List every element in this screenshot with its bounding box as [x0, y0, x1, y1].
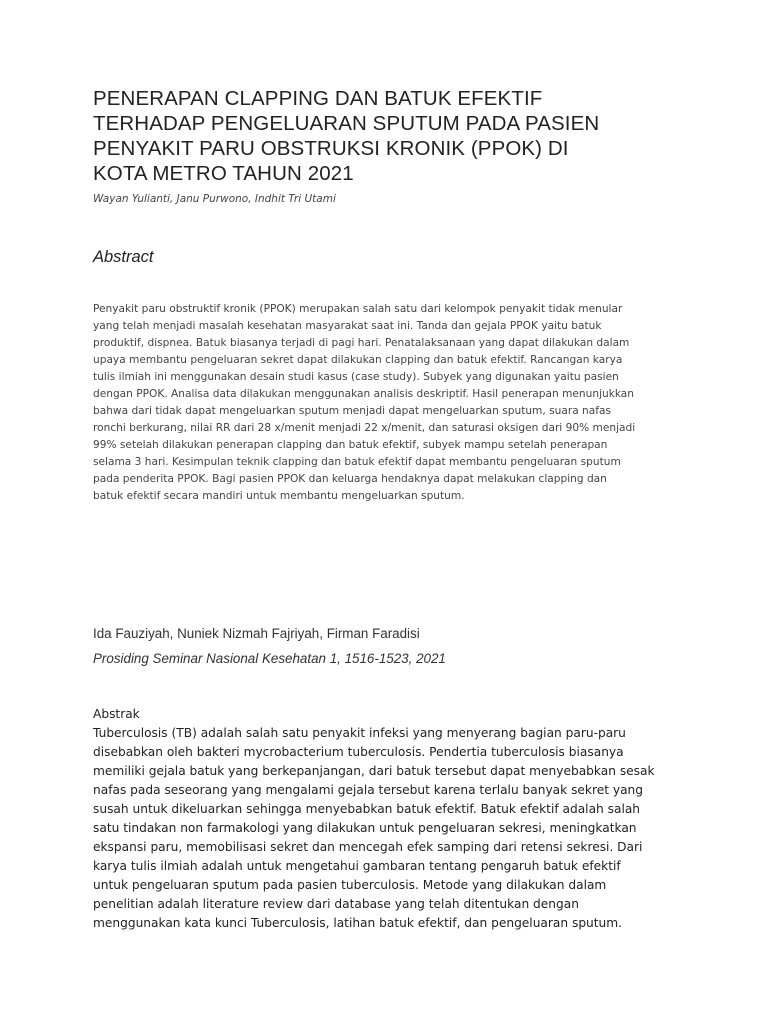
article-2-citation: Prosiding Seminar Nasional Kesehatan 1, 1516-1523, 2021: [93, 651, 446, 666]
abstract-line: satu tindakan non farmakologi yang dilakukan untuk pengeluaran sekresi, meningkatkan: [93, 821, 637, 835]
title-line: PENERAPAN CLAPPING DAN BATUK EFEKTIF: [93, 87, 543, 110]
abstract-line: karya tulis ilmiah adalah untuk mengetahui gambaran tentang pengaruh batuk efektif: [93, 859, 621, 873]
article-2-authors: Ida Fauziyah, Nuniek Nizmah Fajriyah, Firman Faradisi: [93, 626, 420, 641]
article-1-authors: Wayan Yulianti, Janu Purwono, Indhit Tri Utami: [93, 193, 336, 205]
abstract-line: Tuberculosis (TB) adalah salah satu penyakit infeksi yang menyerang bagian paru-paru: [93, 726, 626, 740]
article-1-abstract-heading: Abstract: [93, 248, 154, 266]
abstract-line: untuk pengeluaran sputum pada pasien tuberculosis. Metode yang dilakukan dalam: [93, 878, 607, 892]
abstract-line: disebabkan oleh bakteri mycrobacterium tuberculosis. Pendertia tuberculosis biasanya: [93, 745, 624, 759]
abstract-line: selama 3 hari. Kesimpulan teknik clapping dan batuk efektif dapat membantu pengeluaran sputum: [93, 456, 621, 468]
abstract-line: tulis ilmiah ini menggunakan desain studi kasus (case study). Subyek yang digunakan yaitu pasien: [93, 371, 619, 383]
abstract-line: ekspansi paru, memobilisasi sekret dan mencegah efek samping dari retensi sekresi. Dari: [93, 840, 643, 854]
title-line: PENYAKIT PARU OBSTRUKSI KRONIK (PPOK) DI: [93, 137, 569, 160]
abstract-line: ronchi berkurang, nilai RR dari 28 x/menit menjadi 22 x/menit, dan saturasi oksigen dari 90% menjadi: [93, 422, 636, 434]
abstract-line: 99% setelah dilakukan penerapan clapping dan batuk efektif, subyek mampu setelah penerapan: [93, 439, 608, 451]
abstract-line: produktif, dispnea. Batuk biasanya terjadi di pagi hari. Penatalaksanaan yang dapat dilakukan dalam: [93, 337, 630, 349]
abstract-line: penelitian adalah literature review dari database yang telah ditentukan dengan: [93, 897, 579, 911]
abstract-line: susah untuk dikeluarkan sehingga menyebabkan batuk efektif. Batuk efektif adalah salah: [93, 802, 641, 816]
abstract-line: Penyakit paru obstruktif kronik (PPOK) merupakan salah satu dari kelompok penyakit tidak menular: [93, 303, 623, 315]
abstract-line: bahwa dari tidak dapat mengeluarkan sputum menjadi dapat mengeluarkan sputum, suara nafas: [93, 405, 612, 417]
article-2-abstract-text: [93, 705, 693, 933]
abstract-line: menggunakan kata kunci Tuberculosis, latihan batuk efektif, dan pengeluaran sputum.: [93, 916, 623, 930]
abstract-line: yang telah menjadi masalah kesehatan masyarakat saat ini. Tanda dan gejala PPOK yaitu batuk: [93, 320, 602, 332]
abstract-line: Abstrak: [93, 707, 140, 721]
title-line: KOTA METRO TAHUN 2021: [93, 162, 354, 185]
article-1-title: [93, 86, 683, 186]
abstract-line: nafas pada seseorang yang mengalami gejala tersebut karena terlalu banyak sekret yang: [93, 783, 644, 797]
abstract-line: pada penderita PPOK. Bagi pasien PPOK dan keluarga hendaknya dapat melakukan clapping dan: [93, 473, 607, 485]
article-1-abstract-text: [93, 301, 683, 505]
abstract-line: dengan PPOK. Analisa data dilakukan menggunakan analisis deskriptif. Hasil penerapan menunjukkan: [93, 388, 635, 400]
title-line: TERHADAP PENGELUARAN SPUTUM PADA PASIEN: [93, 112, 600, 135]
abstract-line: memiliki gejala batuk yang berkepanjangan, dari batuk tersebut dapat menyebabkan sesak: [93, 764, 655, 778]
abstract-line: batuk efektif secara mandiri untuk membantu mengeluarkan sputum.: [93, 490, 465, 502]
abstract-line: upaya membantu pengeluaran sekret dapat dilakukan clapping dan batuk efektif. Rancangan karya: [93, 354, 623, 366]
